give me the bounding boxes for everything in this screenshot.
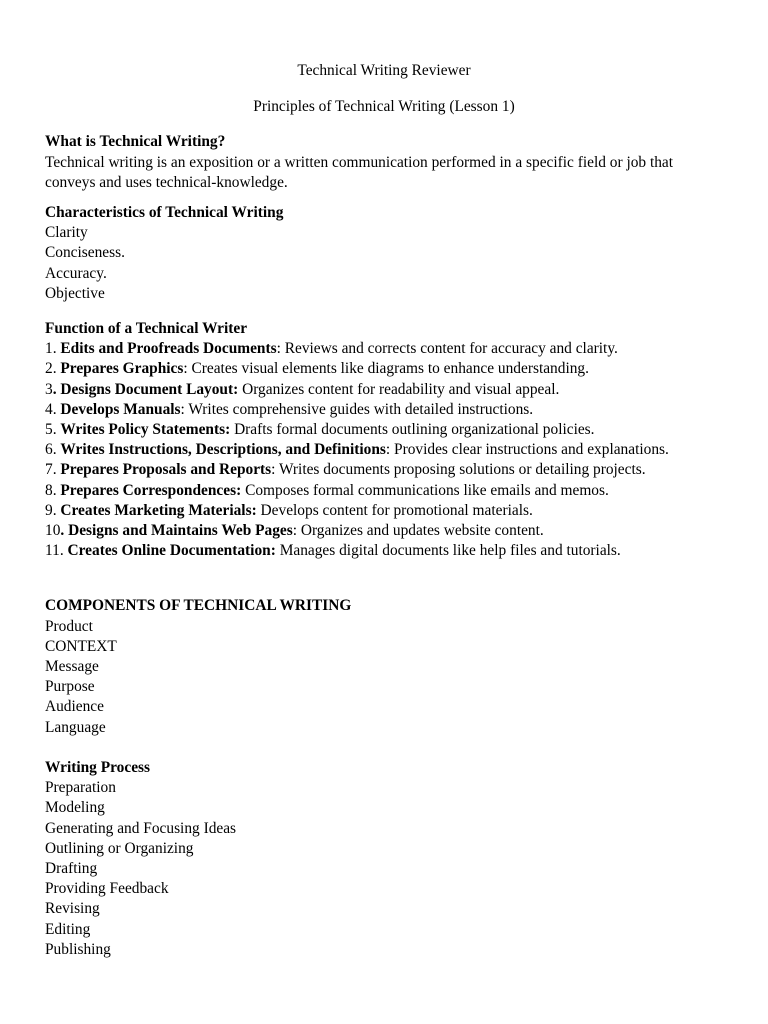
characteristics-heading: Characteristics of Technical Writing — [45, 204, 284, 222]
what-is-body: Technical writing is an exposition or a written communication performed in a specific field or job that conveys and uses technical-knowledge. — [45, 153, 674, 191]
function-item — [45, 359, 723, 379]
process-step: Editing — [45, 920, 91, 938]
function-number: 8. — [45, 481, 61, 499]
function-number: 11. — [45, 542, 68, 560]
what-is-heading: What is Technical Writing? — [45, 133, 226, 151]
document-title: Technical Writing Reviewer — [297, 62, 471, 79]
component-item: CONTEXT — [45, 637, 117, 655]
component-item: Product — [45, 617, 93, 635]
function-description: : Reviews and corrects content for accuracy and clarity. — [276, 340, 618, 358]
function-item — [45, 339, 723, 359]
function-title: Creates Marketing Materials: — [60, 501, 257, 519]
process-step: Modeling — [45, 799, 105, 817]
function-number: 9. — [45, 501, 61, 519]
process-step: Publishing — [45, 940, 111, 958]
characteristic-item: Accuracy. — [45, 264, 107, 282]
function-title: Prepares Graphics — [60, 360, 184, 378]
function-description: : Organizes and updates website content. — [292, 522, 544, 540]
function-description: : Creates visual elements like diagrams to enhance understanding. — [183, 360, 589, 378]
function-number: 3 — [45, 380, 53, 398]
function-title: . Designs and Maintains Web Pages — [60, 522, 293, 540]
function-number: 7. — [45, 461, 61, 479]
function-item — [45, 541, 723, 561]
function-description: : Writes comprehensive guides with detailed instructions. — [180, 400, 534, 418]
components-heading: COMPONENTS OF TECHNICAL WRITING — [45, 597, 352, 615]
writing-process-heading: Writing Process — [45, 758, 151, 776]
function-description: Composes formal communications like emails and memos. — [241, 481, 609, 499]
process-step: Drafting — [45, 859, 98, 877]
function-description: Manages digital documents like help files and tutorials. — [275, 542, 621, 560]
function-title: Writes Instructions, Descriptions, and Definitions — [60, 441, 386, 459]
component-item: Purpose — [45, 678, 95, 696]
what-is-section — [45, 132, 723, 193]
function-title: Creates Online Documentation: — [67, 542, 276, 560]
components-section — [45, 596, 723, 737]
function-item — [45, 440, 723, 460]
function-item — [45, 521, 723, 541]
function-description: Drafts formal documents outlining organizational policies. — [230, 421, 595, 439]
characteristic-item: Objective — [45, 284, 105, 302]
function-description: : Provides clear instructions and explanations. — [385, 441, 669, 459]
function-number: 4. — [45, 400, 61, 418]
component-item: Language — [45, 718, 106, 736]
process-step: Outlining or Organizing — [45, 839, 194, 857]
function-item — [45, 501, 723, 521]
function-title: Prepares Correspondences: — [60, 481, 242, 499]
function-number: 1. — [45, 340, 61, 358]
process-step: Providing Feedback — [45, 880, 169, 898]
process-step: Revising — [45, 900, 100, 918]
writing-process-section — [45, 758, 723, 960]
function-item — [45, 380, 723, 400]
function-item — [45, 481, 723, 501]
function-item — [45, 420, 723, 440]
function-number: 10 — [45, 522, 61, 540]
document-subtitle: Principles of Technical Writing (Lesson 1) — [253, 98, 515, 116]
function-title: . Designs Document Layout: — [52, 380, 239, 398]
function-number: 5. — [45, 421, 61, 439]
function-number: 6. — [45, 441, 61, 459]
functions-section — [45, 319, 723, 561]
component-item: Message — [45, 658, 99, 676]
function-item — [45, 460, 723, 480]
function-description: Organizes content for readability and visual appeal. — [238, 380, 560, 398]
function-title: Prepares Proposals and Reports — [60, 461, 272, 479]
functions-heading: Function of a Technical Writer — [45, 320, 248, 338]
process-step: Preparation — [45, 779, 116, 797]
characteristic-item: Clarity — [45, 224, 88, 242]
characteristics-section — [45, 203, 723, 304]
function-description: : Writes documents proposing solutions or detailing projects. — [271, 461, 646, 479]
function-item — [45, 400, 723, 420]
function-title: Edits and Proofreads Documents — [60, 340, 277, 358]
characteristic-item: Conciseness. — [45, 244, 125, 262]
component-item: Audience — [45, 698, 104, 716]
function-number: 2. — [45, 360, 61, 378]
process-step: Generating and Focusing Ideas — [45, 819, 237, 837]
function-title: Develops Manuals — [60, 400, 181, 418]
function-title: Writes Policy Statements: — [60, 421, 231, 439]
function-description: Develops content for promotional materials. — [256, 501, 533, 519]
